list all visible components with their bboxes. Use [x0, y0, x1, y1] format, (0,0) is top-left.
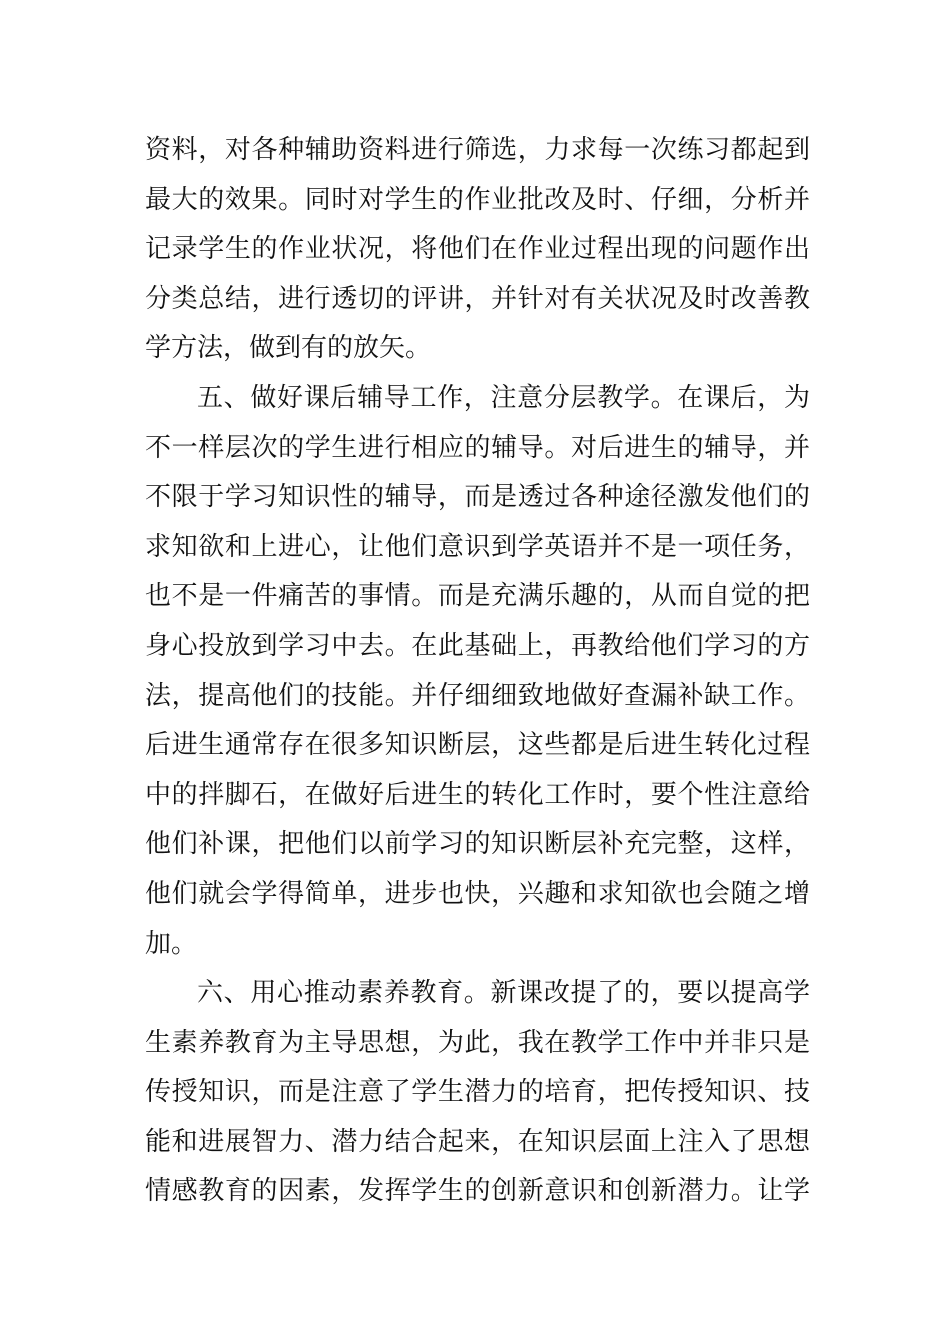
text-line: 身心投放到学习中去。在此基础上，再教给他们学习的方 — [145, 630, 810, 661]
text-line: 最大的效果。同时对学生的作业批改及时、仔细，分析并 — [145, 184, 810, 215]
text-line: 加。 — [145, 928, 198, 959]
text-line: 学方法，做到有的放矢。 — [145, 333, 432, 364]
text-line: 他们补课，把他们以前学习的知识断层补充完整，这样， — [145, 829, 810, 860]
text-line: 生素养教育为主导思想，为此，我在教学工作中并非只是 — [145, 1027, 810, 1058]
document-body — [145, 126, 810, 1217]
text-line: 情感教育的因素，发挥学生的创新意识和创新潜力。让学 — [145, 1176, 810, 1207]
text-line: 他们就会学得简单，进步也快，兴趣和求知欲也会随之增 — [145, 878, 810, 909]
text-line: 分类总结，进行透切的评讲，并针对有关状况及时改善教 — [145, 283, 810, 314]
text-line: 不一样层次的学生进行相应的辅导。对后进生的辅导，并 — [145, 432, 810, 463]
paragraph-start-line: 六、用心推动素养教育。新课改提了的，要以提高学 — [197, 978, 810, 1009]
text-line: 记录学生的作业状况，将他们在作业过程出现的问题作出 — [145, 234, 810, 265]
text-line: 中的拌脚石，在做好后进生的转化工作时，要个性注意给 — [145, 779, 810, 810]
text-line: 也不是一件痛苦的事情。而是充满乐趣的，从而自觉的把 — [145, 581, 810, 612]
text-line: 法，提高他们的技能。并仔细细致地做好查漏补缺工作。 — [145, 680, 810, 711]
text-line: 求知欲和上进心，让他们意识到学英语并不是一项任务， — [145, 531, 810, 562]
text-line: 资料，对各种辅助资料进行筛选，力求每一次练习都起到 — [145, 135, 810, 165]
text-line: 后进生通常存在很多知识断层，这些都是后进生转化过程 — [145, 730, 810, 761]
text-line: 不限于学习知识性的辅导，而是透过各种途径激发他们的 — [145, 482, 810, 513]
text-line: 能和进展智力、潜力结合起来，在知识层面上注入了思想 — [145, 1126, 810, 1157]
paragraph-start-line: 五、做好课后辅导工作，注意分层教学。在课后，为 — [197, 382, 810, 413]
text-line: 传授知识，而是注意了学生潜力的培育，把传授知识、技 — [145, 1077, 810, 1108]
